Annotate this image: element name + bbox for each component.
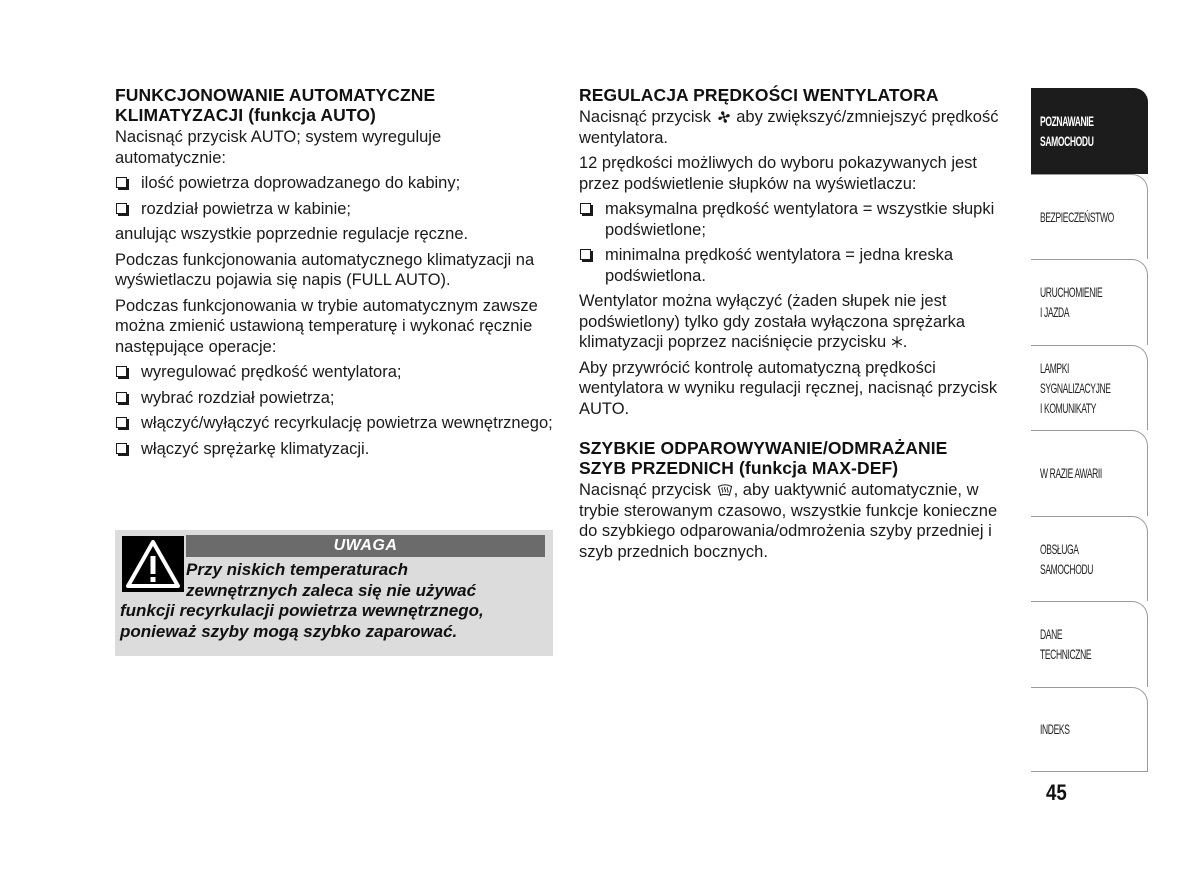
list-item-text: wyregulować prędkość wentylatora; [141,363,402,381]
page-number: 45 [1046,780,1067,805]
tab-label: DANE [1040,626,1063,643]
tab-label: POZNAWANIE [1040,113,1094,130]
list-item-text: minimalna prędkość wentylatora = jedna kreska podświetlona. [605,246,954,285]
tab-obsluga-samochodu[interactable] [1031,516,1148,602]
tab-label: SAMOCHODU [1040,133,1094,150]
tab-label: I KOMUNIKATY [1040,399,1097,416]
chapter-tabs [1031,88,1148,772]
tab-bezpieczenstwo[interactable] [1031,174,1148,260]
checkbox-bullet-icon [116,392,127,403]
warning-title: UWAGA [186,535,545,557]
list-item [579,199,1019,240]
tab-label: LAMPKI [1040,359,1070,376]
checkbox-bullet-icon [116,417,127,428]
list-item [115,439,555,460]
text: Wentylator można wyłączyć (żaden słupek nie jest podświetlony) tylko gdy została wyłączona sprężarka klimatyzacji poprzez naciśnięcie przycisku [579,292,966,351]
paragraph: 12 prędkości możliwych do wyboru pokazywanych jest przez podświetlenie słupków na wyświetlaczu: [579,154,978,193]
list-item [115,173,555,194]
tab-poznawanie-samochodu[interactable] [1031,88,1148,174]
right-column [579,85,1019,567]
warning-line: zewnętrznych zaleca się nie używać [186,580,477,600]
tab-dane-techniczne[interactable] [1031,601,1148,687]
tab-label: TECHNICZNE [1040,646,1092,663]
tab-label: SYGNALIZACYJNE [1040,379,1111,396]
paragraph: Podczas funkcjonowania w trybie automatycznym zawsze można zmienić ustawioną temperaturę i wykonać ręcznie następujące operacje: [115,296,538,356]
list-item-text: włączyć/wyłączyć recyrkulację powietrza wewnętrznego; [141,414,553,432]
list-item [115,388,555,409]
paragraph: anulując wszystkie poprzednie regulacje ręczne. [115,225,469,243]
text: . [902,333,908,351]
tab-label: INDEKS [1040,721,1070,738]
list-item-text: wybrać rozdział powietrza; [141,388,335,407]
warning-line: Przy niskich temperaturach [186,560,409,579]
list-item [579,245,1019,286]
section-heading-max-def [579,438,1019,478]
paragraph: Aby przywrócić kontrolę automatyczną prędkości wentylatora w wyniku regulacji ręcznej, nacisnąć przycisk AUTO. [579,358,998,418]
paragraph: Nacisnąć przycisk AUTO; system wyreguluje automatycznie: [115,128,442,167]
tab-label: I JAZDA [1040,304,1070,321]
heading-line: SZYB PRZEDNICH (funkcja MAX-DEF) [579,458,899,478]
section-heading-auto [115,85,555,125]
list-item [115,413,555,434]
tab-indeks[interactable] [1031,687,1148,773]
tab-label: SAMOCHODU [1040,560,1094,577]
tab-label: W RAZIE AWARII [1040,465,1102,482]
paragraph [579,107,1019,148]
tab-label: BEZPIECZEŃSTWO [1040,208,1114,225]
tab-label: OBSŁUGA [1040,540,1079,557]
bullet-list [579,199,1019,286]
tab-lampki-sygnalizacyjne[interactable] [1031,345,1148,431]
fan-icon [716,110,732,124]
left-column [115,85,555,464]
warning-text [120,560,548,642]
list-item-text: rozdział powietrza w kabinie; [141,199,352,218]
warning-box [115,530,553,656]
list-item-text: włączyć sprężarkę klimatyzacji. [141,439,370,458]
checkbox-bullet-icon [580,249,591,260]
paragraph: Podczas funkcjonowania automatycznego klimatyzacji na wyświetlaczu pojawia się napis (FULL AUTO). [115,250,535,289]
text: Nacisnąć przycisk [579,481,712,499]
checkbox-bullet-icon [116,366,127,377]
warning-line: funkcji recyrkulacji powietrza wewnętrznego, [120,601,484,620]
checkbox-bullet-icon [116,177,127,188]
paragraph [579,291,1019,353]
bullet-list [115,173,555,219]
heading-line: SZYBKIE ODPAROWYWANIE/ODMRAŻANIE [579,438,948,458]
checkbox-bullet-icon [116,443,127,454]
checkbox-bullet-icon [580,203,591,214]
section-heading-fan-speed: REGULACJA PRĘDKOŚCI WENTYLATORA [579,85,939,105]
paragraph [579,480,1019,562]
heading-line: FUNKCJONOWANIE AUTOMATYCZNE [115,85,436,105]
list-item-text: maksymalna prędkość wentylatora = wszystkie słupki podświetlone; [605,200,995,239]
text: aby zwiększyć/zmniejszyć prędkość wentylatora. [579,108,999,147]
spacer [579,424,1019,438]
list-item-text: ilość powietrza doprowadzanego do kabiny; [141,174,461,192]
text: , aby uaktywnić automatycznie, w trybie sterowanym czasowo, wszystkie funkcje konieczne do szybkiego odparowania/odmrożenia szyby przedniej i szyb przednich bocznych. [579,481,998,561]
tab-uruchomienie-i-jazda[interactable] [1031,259,1148,345]
windshield-defrost-icon [716,483,734,497]
tab-label: URUCHOMIENIE [1040,284,1103,301]
list-item [115,199,555,220]
list-item [115,362,555,383]
tab-w-razie-awarii[interactable] [1031,430,1148,516]
heading-line: KLIMATYZACJI (funkcja AUTO) [115,105,376,125]
text: Nacisnąć przycisk [579,108,712,126]
checkbox-bullet-icon [116,203,127,214]
warning-line: ponieważ szyby mogą szybko zaparować. [120,621,458,641]
snowflake-icon [891,336,903,348]
bullet-list [115,362,555,459]
